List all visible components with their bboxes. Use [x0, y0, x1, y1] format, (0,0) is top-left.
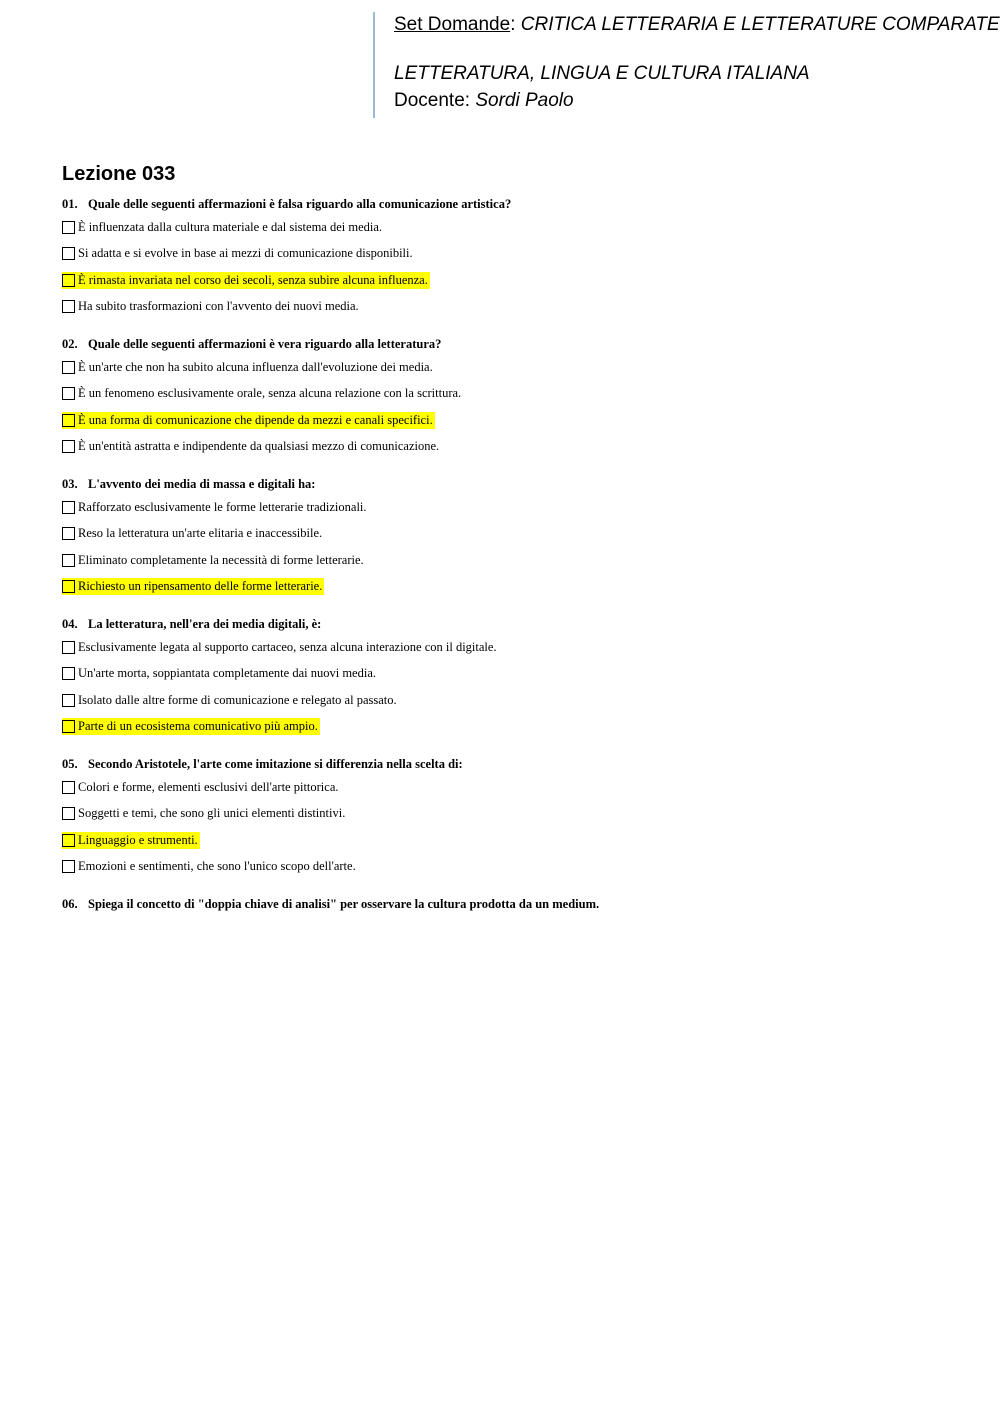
- checkbox-icon[interactable]: [62, 247, 75, 260]
- answer-option-body: [62, 525, 324, 542]
- question-label: Spiega il concetto di "doppia chiave di analisi" per osservare la cultura prodotta da un medium.: [88, 897, 600, 911]
- teacher-label: Docente:: [394, 90, 476, 111]
- checkbox-icon[interactable]: [62, 694, 75, 707]
- checkbox-icon[interactable]: [62, 834, 75, 847]
- answer-option[interactable]: [62, 547, 962, 574]
- answer-label: Soggetti e temi, che sono gli unici elementi distintivi.: [78, 806, 346, 821]
- question-label: L'avvento dei media di massa e digitali ha:: [88, 477, 316, 491]
- answer-option[interactable]: [62, 714, 962, 741]
- checkbox-icon[interactable]: [62, 580, 75, 593]
- teacher-line: [394, 89, 574, 113]
- answer-option[interactable]: [62, 661, 962, 688]
- answer-option-body: [62, 692, 399, 709]
- question-label: La letteratura, nell'era dei media digitali, è:: [88, 617, 322, 631]
- answer-option-highlighted: [62, 412, 435, 429]
- answer-option[interactable]: [62, 574, 962, 601]
- checkbox-icon[interactable]: [62, 440, 75, 453]
- question-number: 04.: [62, 617, 78, 631]
- answer-option-highlighted: [62, 832, 200, 849]
- answer-label: È un fenomeno esclusivamente orale, senza alcuna relazione con la scrittura.: [78, 386, 462, 401]
- answer-label: Isolato dalle altre forme di comunicazione e relegato al passato.: [78, 692, 397, 707]
- checkbox-icon[interactable]: [62, 860, 75, 873]
- checkbox-icon[interactable]: [62, 641, 75, 654]
- answer-option[interactable]: [62, 774, 962, 801]
- answer-option-body: [62, 639, 499, 656]
- answer-option[interactable]: [62, 294, 962, 321]
- question-text: [62, 754, 962, 774]
- checkbox-icon[interactable]: [62, 221, 75, 234]
- answer-label: Reso la letteratura un'arte elitaria e inaccessibile.: [78, 526, 323, 541]
- answer-option[interactable]: [62, 241, 962, 268]
- answer-option-body: [62, 385, 463, 402]
- answer-label: Rafforzato esclusivamente le forme letterarie tradizionali.: [78, 499, 367, 514]
- answer-option[interactable]: [62, 687, 962, 714]
- checkbox-icon[interactable]: [62, 527, 75, 540]
- answer-option-body: [62, 438, 441, 455]
- answer-option[interactable]: [62, 494, 962, 521]
- answer-option[interactable]: [62, 634, 962, 661]
- answer-label: Emozioni e sentimenti, che sono l'unico scopo dell'arte.: [78, 859, 356, 874]
- question-number: 02.: [62, 337, 78, 351]
- answer-option-highlighted: [62, 272, 430, 289]
- answer-option[interactable]: [62, 521, 962, 548]
- question-number: 01.: [62, 197, 78, 211]
- document-header: [373, 12, 1000, 118]
- question-block: [62, 334, 962, 460]
- course-name-line2: LETTERATURA, LINGUA E CULTURA ITALIANA: [394, 63, 810, 84]
- answer-option-body: [62, 805, 347, 822]
- answer-label: Si adatta e si evolve in base ai mezzi di comunicazione disponibili.: [78, 246, 413, 261]
- answer-option[interactable]: [62, 827, 962, 854]
- answer-label: Eliminato completamente la necessità di forme letterarie.: [78, 552, 364, 567]
- answer-option-body: [62, 552, 366, 569]
- question-list: [62, 194, 962, 928]
- answer-option[interactable]: [62, 354, 962, 381]
- question-label: Secondo Aristotele, l'arte come imitazione si differenzia nella scelta di:: [88, 757, 463, 771]
- checkbox-icon[interactable]: [62, 667, 75, 680]
- answer-option-body: [62, 359, 435, 376]
- answer-option[interactable]: [62, 801, 962, 828]
- question-label: Quale delle seguenti affermazioni è falsa riguardo alla comunicazione artistica?: [88, 197, 512, 211]
- question-text: [62, 614, 962, 634]
- question-block: [62, 474, 962, 600]
- answer-label: Un'arte morta, soppiantata completamente dai nuovi media.: [78, 666, 376, 681]
- question-block: [62, 894, 962, 914]
- question-block: [62, 614, 962, 740]
- answer-label: È rimasta invariata nel corso dei secoli, senza subire alcuna influenza.: [78, 272, 428, 287]
- question-number: 06.: [62, 897, 78, 911]
- answer-label: Colori e forme, elementi esclusivi dell'arte pittorica.: [78, 779, 339, 794]
- question-text: [62, 474, 962, 494]
- answer-option-body: [62, 665, 378, 682]
- checkbox-icon[interactable]: [62, 274, 75, 287]
- set-separator: :: [510, 14, 521, 35]
- checkbox-icon[interactable]: [62, 387, 75, 400]
- question-text: [62, 194, 962, 214]
- answer-label: È un'arte che non ha subito alcuna influenza dall'evoluzione dei media.: [78, 359, 433, 374]
- question-block: [62, 754, 962, 880]
- answer-label: Richiesto un ripensamento delle forme letterarie.: [78, 579, 323, 594]
- answer-label: Parte di un ecosistema comunicativo più ampio.: [78, 719, 318, 734]
- checkbox-icon[interactable]: [62, 781, 75, 794]
- checkbox-icon[interactable]: [62, 720, 75, 733]
- answer-option[interactable]: [62, 434, 962, 461]
- answer-label: È una forma di comunicazione che dipende da mezzi e canali specifici.: [78, 412, 433, 427]
- question-number: 03.: [62, 477, 78, 491]
- set-label: Set Domande: [394, 14, 511, 35]
- answer-label: È influenzata dalla cultura materiale e dal sistema dei media.: [78, 219, 383, 234]
- question-text: [62, 894, 962, 914]
- answer-option[interactable]: [62, 214, 962, 241]
- answer-label: È un'entità astratta e indipendente da qualsiasi mezzo di comunicazione.: [78, 439, 440, 454]
- question-label: Quale delle seguenti affermazioni è vera riguardo alla letteratura?: [88, 337, 442, 351]
- course-name-line1: CRITICA LETTERARIA E LETTERATURE COMPARATE: [520, 14, 1000, 35]
- answer-option-highlighted: [62, 578, 324, 595]
- answer-label: Esclusivamente legata al supporto cartaceo, senza alcuna interazione con il digitale.: [78, 639, 497, 654]
- course-set-line: [394, 13, 1000, 37]
- answer-option-highlighted: [62, 718, 320, 735]
- answer-label: Ha subito trasformazioni con l'avvento dei nuovi media.: [78, 299, 359, 314]
- checkbox-icon[interactable]: [62, 300, 75, 313]
- question-number: 05.: [62, 757, 78, 771]
- answer-option[interactable]: [62, 407, 962, 434]
- checkbox-icon[interactable]: [62, 501, 75, 514]
- question-block: [62, 194, 962, 320]
- answer-option[interactable]: [62, 854, 962, 881]
- lesson-title: Lezione 033: [62, 163, 176, 185]
- answer-option-body: [62, 499, 369, 516]
- checkbox-icon[interactable]: [62, 807, 75, 820]
- checkbox-icon[interactable]: [62, 414, 75, 427]
- answer-option[interactable]: [62, 267, 962, 294]
- checkbox-icon[interactable]: [62, 554, 75, 567]
- question-text: [62, 334, 962, 354]
- teacher-name: Sordi Paolo: [475, 90, 574, 111]
- checkbox-icon[interactable]: [62, 361, 75, 374]
- answer-option-body: [62, 245, 415, 262]
- answer-option[interactable]: [62, 381, 962, 408]
- answer-option-body: [62, 298, 361, 315]
- answer-option-body: [62, 858, 358, 875]
- answer-label: Linguaggio e strumenti.: [78, 832, 198, 847]
- answer-option-body: [62, 779, 341, 796]
- answer-option-body: [62, 219, 384, 236]
